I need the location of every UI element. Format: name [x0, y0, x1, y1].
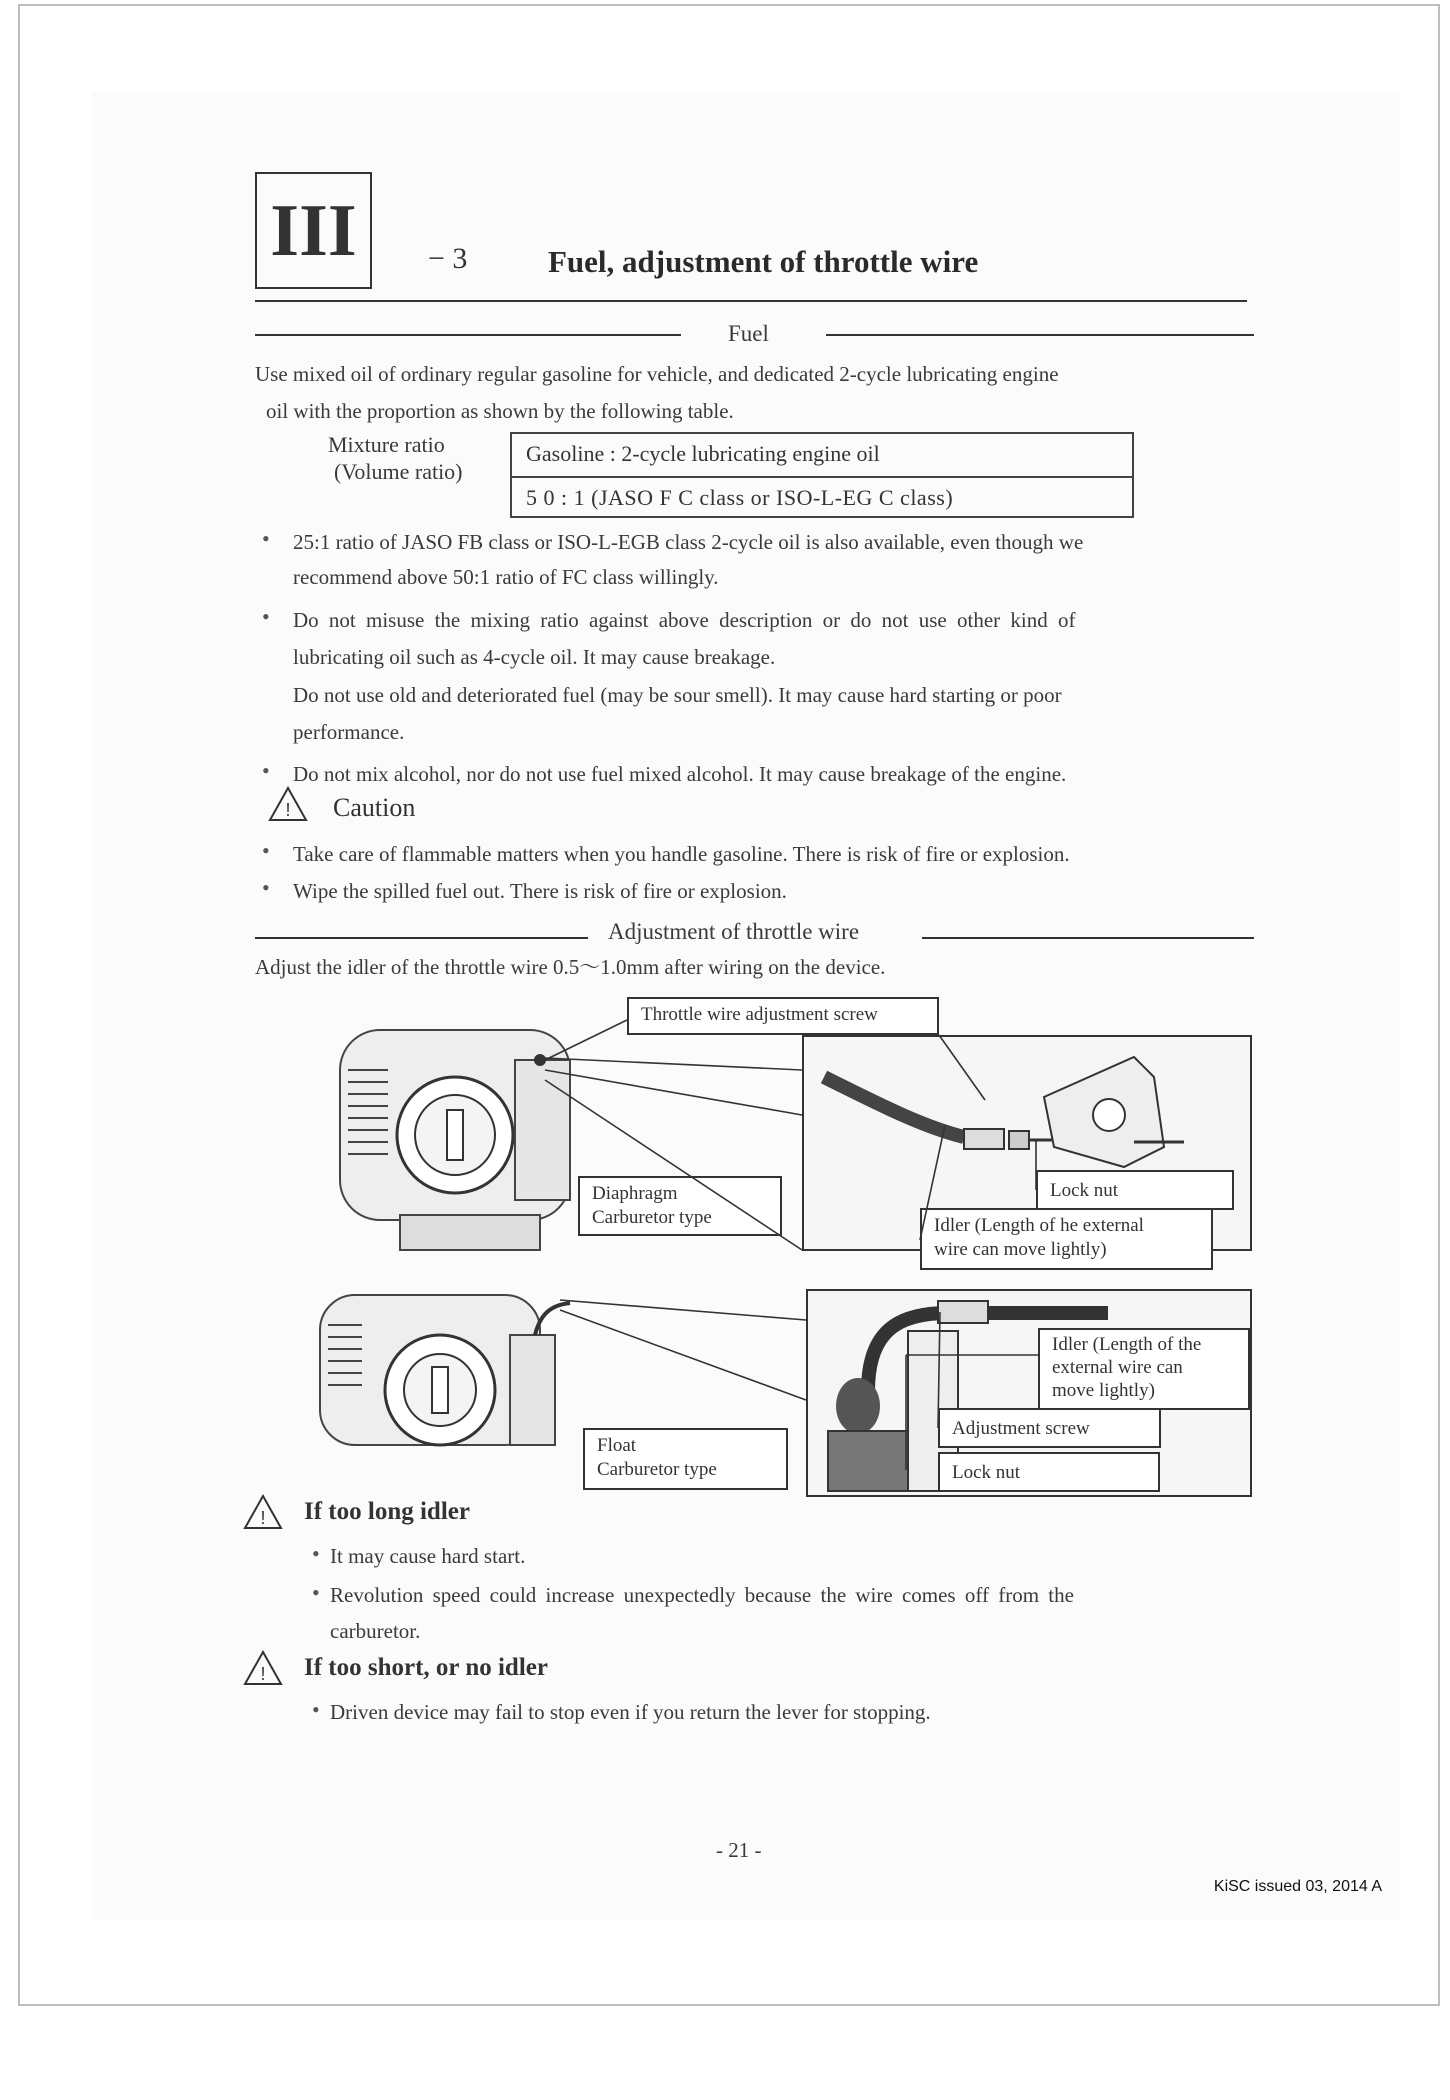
throttle-screw-label: Throttle wire adjustment screw [627, 997, 939, 1035]
lock-nut-label-bottom: Lock nut [938, 1452, 1160, 1492]
float-label-line2: Carburetor type [597, 1458, 717, 1480]
bullet: • [312, 1580, 320, 1605]
section-number: − 3 [428, 242, 468, 275]
note-2-line2: lubricating oil such as 4-cycle oil. It may cause breakage. [293, 645, 776, 669]
note-4-line1: Do not mix alcohol, nor do not use fuel mixed alcohol. It may cause breakage of the engine. [293, 762, 1067, 786]
short-idler-warning-icon [243, 1650, 283, 1686]
fuel-heading: Fuel [728, 321, 769, 346]
idler-top-line2: wire can move lightly) [934, 1238, 1107, 1260]
note-1-line1: 25:1 ratio of JASO FB class or ISO-L-EGB class 2-cycle oil is also available, even though we [293, 530, 1084, 554]
svg-text:!: ! [285, 800, 291, 820]
chapter-number-box: III [255, 172, 372, 289]
diaphragm-label-line1: Diaphragm [592, 1183, 678, 1204]
short-idler-title: If too short, or no idler [304, 1654, 548, 1681]
note-3-line2: performance. [293, 720, 405, 744]
float-label-line1: Float [597, 1435, 637, 1456]
long-idler-item-2-line2: carburetor. [330, 1619, 421, 1643]
throttle-heading: Adjustment of throttle wire [608, 919, 860, 944]
throttle-intro: Adjust the idler of the throttle wire 0.5〜1.0mm after wiring on the device. [255, 955, 886, 979]
note-1-line2: recommend above 50:1 ratio of FC class willingly. [293, 565, 719, 589]
lock-nut-label-top: Lock nut [1036, 1170, 1234, 1210]
caution-label: Caution [333, 793, 416, 822]
fuel-intro-line1: Use mixed oil of ordinary regular gasoline for vehicle, and dedicated 2-cycle lubricating engine [255, 362, 1059, 386]
table-header-cell: Gasoline : 2-cycle lubricating engine oil [526, 441, 880, 466]
bullet: • [262, 526, 270, 551]
bullet: • [312, 1697, 320, 1722]
bullet: • [312, 1541, 320, 1566]
idler-top-line1: Idler (Length of he external [934, 1215, 1144, 1236]
note-2-line1: Do not misuse the mixing ratio against above description or do not use other kind of [293, 608, 1076, 632]
adjustment-screw-label: Adjustment screw [938, 1408, 1161, 1448]
bullet: • [262, 758, 270, 783]
document-issue-id: KiSC issued 03, 2014 A [1213, 1878, 1382, 1895]
fuel-intro-line2: oil with the proportion as shown by the following table. [266, 399, 734, 423]
long-idler-title: If too long idler [304, 1498, 470, 1525]
note-3-line1: Do not use old and deteriorated fuel (may be sour smell). It may cause hard starting or poor [293, 683, 1062, 707]
bullet: • [262, 604, 270, 629]
svg-text:!: ! [260, 1664, 266, 1684]
caution-item-1: Take care of flammable matters when you handle gasoline. There is risk of fire or explosion. [293, 842, 1070, 866]
idler-bottom-line2: external wire can [1052, 1356, 1183, 1378]
idler-bottom-line3: move lightly) [1052, 1379, 1155, 1401]
idler-bottom-line1: Idler (Length of the [1052, 1334, 1202, 1355]
table-value-cell: 5 0 : 1 (JASO F C class or ISO-L-EG C class) [512, 476, 1132, 518]
long-idler-warning-icon [243, 1494, 283, 1530]
table-label-line1: Mixture ratio [328, 432, 445, 457]
caution-item-2: Wipe the spilled fuel out. There is risk of fire or explosion. [293, 879, 787, 903]
table-label-line2: (Volume ratio) [334, 459, 463, 484]
long-idler-item-2-line1: Revolution speed could increase unexpectedly because the wire comes off from the [330, 1583, 1074, 1607]
diaphragm-label-line2: Carburetor type [592, 1206, 712, 1228]
long-idler-item-1: It may cause hard start. [330, 1544, 526, 1568]
svg-text:!: ! [260, 1508, 266, 1528]
short-idler-item-1: Driven device may fail to stop even if you return the lever for stopping. [330, 1700, 931, 1724]
bullet: • [262, 875, 270, 900]
bullet: • [262, 838, 270, 863]
page-title: Fuel, adjustment of throttle wire [548, 244, 979, 279]
page-number: - 21 - [716, 1838, 762, 1862]
